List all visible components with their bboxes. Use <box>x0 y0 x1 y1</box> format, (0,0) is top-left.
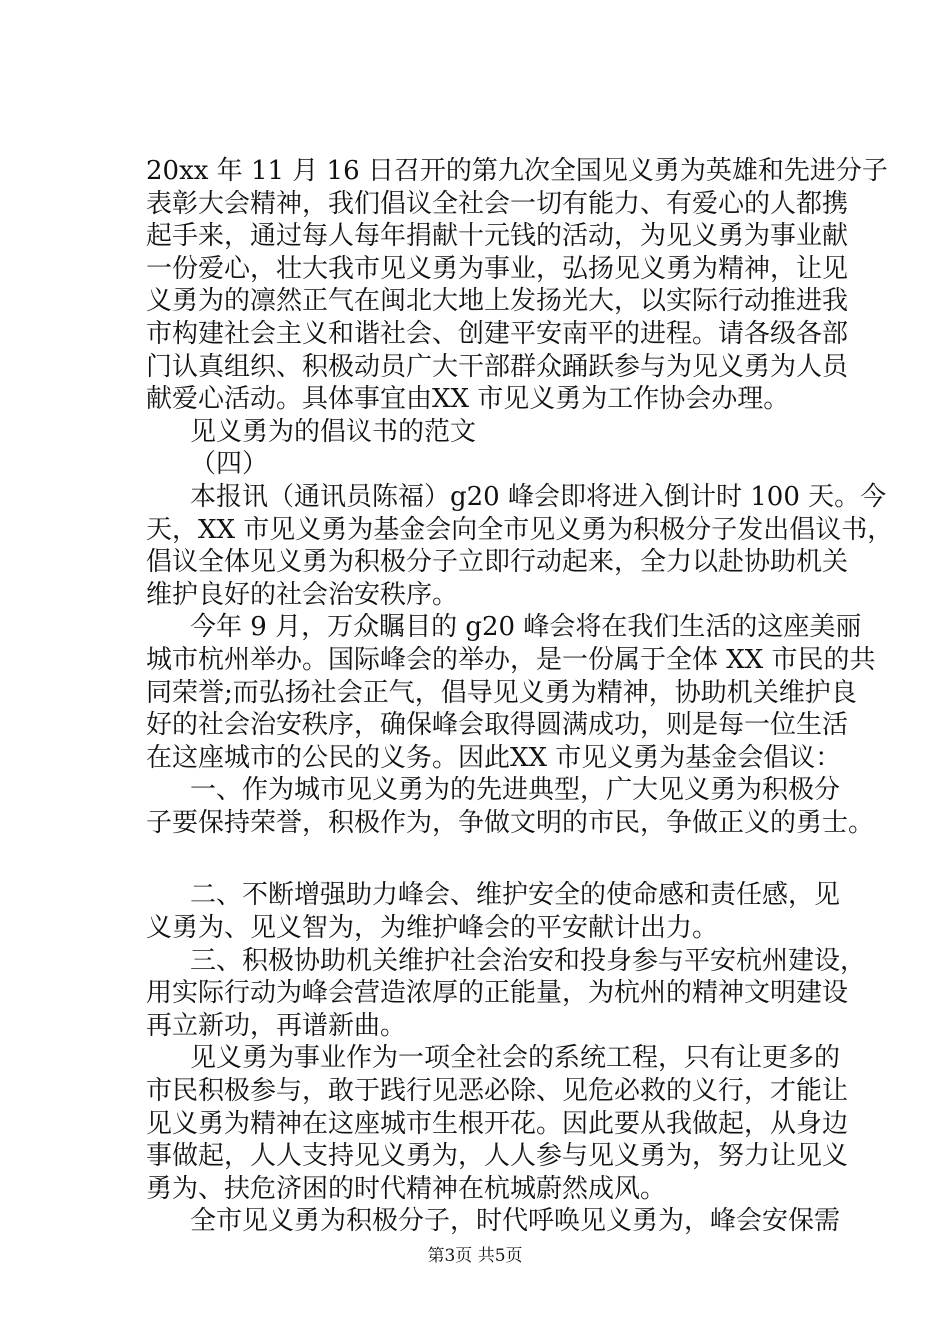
text-line: 市民积极参与，敢于践行见恶必除、见危必救的义行，才能让 <box>146 1076 849 1107</box>
text-line: 天，XX 市见义勇为基金会向全市见义勇为积极分子发出倡议书， <box>146 514 894 545</box>
text-line: 同荣誉;而弘扬社会正气，倡导见义勇为精神，协助机关维护良 <box>146 677 857 708</box>
text-line: 再立新功，再谱新曲。 <box>146 1010 407 1041</box>
text-line: 起手来，通过每人每年捐献十元钱的活动，为见义勇为事业献 <box>146 221 849 252</box>
paragraph-start: 全市见义勇为积极分子，时代呼唤见义勇为，峰会安保需 <box>190 1206 841 1237</box>
text-line: 城市杭州举办。国际峰会的举办，是一份属于全体 XX 市民的共 <box>146 644 876 675</box>
text-line: 子要保持荣誉，积极作为，争做文明的市民，争做正义的勇士。 <box>146 807 875 838</box>
document-body <box>146 155 894 1238</box>
text-line: 好的社会治安秩序，确保峰会取得圆满成功，则是每一位生活 <box>146 710 849 741</box>
paragraph-start: 三、积极协助机关维护社会治安和投身参与平安杭州建设， <box>190 945 867 976</box>
text-line: 一份爱心，壮大我市见义勇为事业，弘扬见义勇为精神，让见 <box>146 253 849 284</box>
paragraph-start: 一、作为城市见义勇为的先进典型，广大见义勇为积极分 <box>190 775 841 806</box>
text-line: 献爱心活动。具体事宜由XX 市见义勇为工作协会办理。 <box>146 384 790 415</box>
text-line: 表彰大会精神，我们倡议全社会一切有能力、有爱心的人都携 <box>146 188 849 219</box>
paragraph-start: 见义勇为事业作为一项全社会的系统工程，只有让更多的 <box>190 1043 841 1074</box>
paragraph-start: 本报讯（通讯员陈福）g20 峰会即将进入倒计时 100 天。今 <box>190 481 887 512</box>
text-line: 在这座城市的公民的义务。因此XX 市见义勇为基金会倡议： <box>146 742 842 773</box>
text-line: 见义勇为精神在这座城市生根开花。因此要从我做起，从身边 <box>146 1108 849 1139</box>
section-heading: 见义勇为的倡议书的范文 <box>190 416 477 447</box>
text-line: 勇为、扶危济困的时代精神在杭城蔚然成风。 <box>146 1173 667 1204</box>
text-line: 倡议全体见义勇为积极分子立即行动起来，全力以赴协助机关 <box>146 547 849 578</box>
paragraph-gap <box>146 839 846 879</box>
text-line: 用实际行动为峰会营造浓厚的正能量，为杭州的精神文明建设 <box>146 978 849 1009</box>
text-line: 门认真组织、积极动员广大干部群众踊跃参与为见义勇为人员 <box>146 351 849 382</box>
paragraph-start: 二、不断增强助力峰会、维护安全的使命感和责任感，见 <box>190 880 841 911</box>
text-line: 义勇为、见义智为，为维护峰会的平安献计出力。 <box>146 913 719 944</box>
section-number: （四） <box>190 449 269 480</box>
text-line: 义勇为的凛然正气在闽北大地上发扬光大，以实际行动推进我 <box>146 286 849 317</box>
page-number-footer: 第3页 共5页 <box>427 1246 523 1266</box>
text-line: 市构建社会主义和谐社会、创建平安南平的进程。请各级各部 <box>146 318 849 349</box>
text-line: 事做起，人人支持见义勇为，人人参与见义勇为，努力让见义 <box>146 1141 849 1172</box>
text-line: 20xx 年 11 月 16 日召开的第九次全国见义勇为英雄和先进分子 <box>146 156 888 186</box>
paragraph-start: 今年 9 月，万众瞩目的 g20 峰会将在我们生活的这座美丽 <box>190 612 862 643</box>
text-line: 维护良好的社会治安秩序。 <box>146 579 459 610</box>
